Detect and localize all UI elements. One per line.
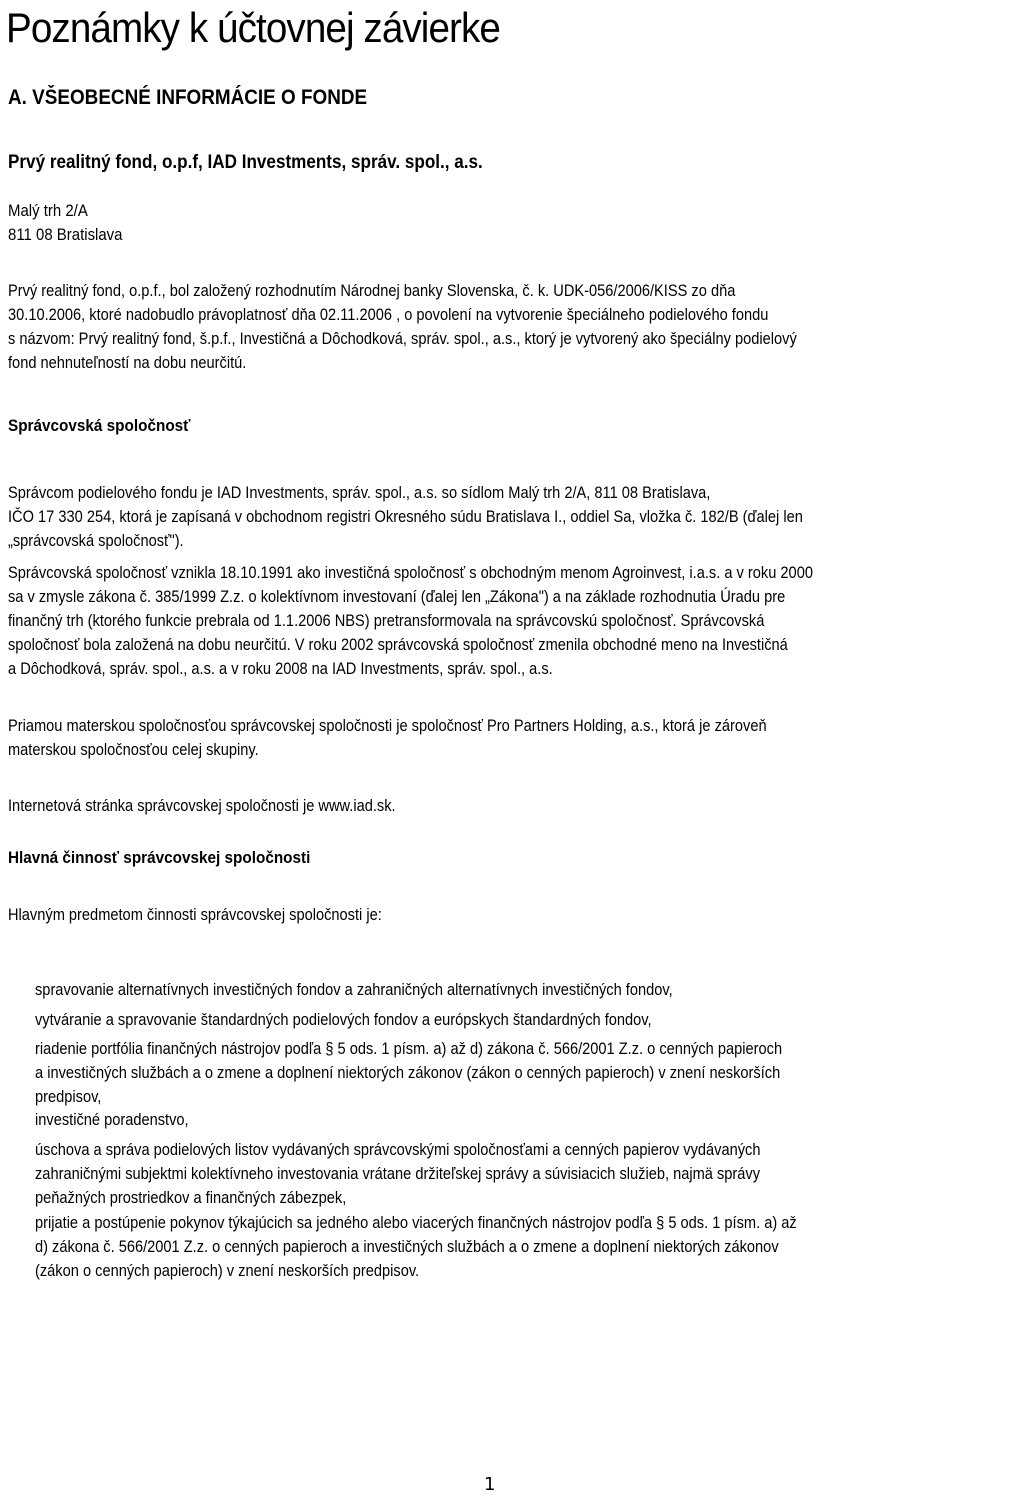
- management-paragraph-2: [8, 561, 1019, 681]
- text-line: Priamou materskou spoločnosťou správcovskej spoločnosti je spoločnosť Pro Partners Holding, a.s., ktorá je zároveň: [8, 716, 767, 735]
- text-line: investičné poradenstvo,: [35, 1110, 189, 1129]
- text-line: (zákon o cenných papieroch) v znení neskorších predpisov.: [35, 1261, 420, 1280]
- text-line: Prvý realitný fond, o.p.f., bol založený rozhodnutím Národnej banky Slovenska, č. k. UDK-056/2006/KISS zo dňa: [8, 281, 736, 300]
- text-line: fond nehnuteľností na dobu neurčitú.: [8, 353, 247, 372]
- text-line: IČO 17 330 254, ktorá je zapísaná v obchodnom registri Okresného súdu Bratislava I., oddiel Sa, vložka č. 182/B (ďalej len: [8, 507, 803, 526]
- text-line: 30.10.2006, ktoré nadobudlo právoplatnosť dňa 02.11.2006 , o povolení na vytvorenie špeciálneho podielového fondu: [8, 305, 769, 324]
- text-line: úschova a správa podielových listov vydávaných správcovskými spoločnosťami a cenných papierov vydávaných: [35, 1140, 761, 1159]
- activity-list-item: [35, 1108, 1020, 1132]
- text-line: zahraničnými subjektmi kolektívneho investovania vrátane držiteľskej správy a súvisiacich služieb, najmä správy: [35, 1164, 761, 1183]
- fund-name: Prvý realitný fond, o.p.f, IAD Investments, správ. spol., a.s.: [8, 152, 483, 173]
- management-paragraph-4: [8, 794, 1019, 818]
- text-line: spoločnosť bola založená na dobu neurčitú. V roku 2002 správcovská spoločnosť zmenila obchodné meno na Investičná: [8, 635, 788, 654]
- activity-list-item: [35, 1037, 1020, 1109]
- text-line: sa v zmysle zákona č. 385/1999 Z.z. o kolektívnom investovaní (ďalej len „Zákona") a na základe rozhodnutia Úradu pre: [8, 587, 786, 606]
- management-company-heading: Správcovská spoločnosť: [8, 416, 191, 435]
- text-line: a Dôchodková, správ. spol., a.s. a v roku 2008 na IAD Investments, správ. spol., a.s.: [8, 659, 553, 678]
- management-paragraph-3: [8, 714, 1019, 762]
- address-city: 811 08 Bratislava: [8, 225, 123, 244]
- text-line: „správcovská spoločnosť").: [8, 531, 184, 550]
- main-activity-intro: [8, 903, 1019, 927]
- text-line: finančný trh (ktorého funkcie prebrala od 1.1.2006 NBS) pretransformovala na správcovskú spoločnosť. Správcovská: [8, 611, 765, 630]
- text-line: a investičných službách a o zmene a doplnení niektorých zákonov (zákon o cenných papieroch) v znení neskorších: [35, 1063, 781, 1082]
- text-line: vytváranie a spravovanie štandardných podielových fondov a európskych štandardných fondov,: [35, 1010, 652, 1029]
- page-number: 1: [484, 1474, 496, 1495]
- activity-list-item: [35, 978, 1020, 1002]
- text-line: Správcovská spoločnosť vznikla 18.10.1991 ako investičná spoločnosť s obchodným menom Agroinvest, i.a.s. a v roku 2000: [8, 563, 813, 582]
- text-line: Hlavným predmetom činnosti správcovskej spoločnosti je:: [8, 905, 382, 924]
- text-line: materskou spoločnosťou celej skupiny.: [8, 740, 259, 759]
- section-heading: A. VŠEOBECNÉ INFORMÁCIE O FONDE: [8, 86, 368, 109]
- page-title: Poznámky k účtovnej závierke: [6, 4, 500, 51]
- activity-list-item: [35, 1008, 1020, 1032]
- main-activity-heading: Hlavná činnosť správcovskej spoločnosti: [8, 848, 311, 867]
- text-line: Internetová stránka správcovskej spoločnosti je www.iad.sk.: [8, 796, 396, 815]
- text-line: peňažných prostriedkov a finančných zábezpek,: [35, 1188, 347, 1207]
- text-line: prijatie a postúpenie pokynov týkajúcich sa jedného alebo viacerých finančných nástrojov podľa § 5 ods. 1 písm. a) až: [35, 1213, 797, 1232]
- text-line: predpisov,: [35, 1087, 102, 1106]
- text-line: d) zákona č. 566/2001 Z.z. o cenných papieroch a investičných službách a o zmene a doplnení niektorých zákonov: [35, 1237, 779, 1256]
- text-line: spravovanie alternatívnych investičných fondov a zahraničných alternatívnych investičných fondov,: [35, 980, 673, 999]
- management-paragraph-1: [8, 481, 1019, 553]
- intro-paragraph: [8, 279, 1019, 375]
- activity-list-item: [35, 1211, 1020, 1283]
- activity-list-item: [35, 1138, 1020, 1210]
- text-line: s názvom: Prvý realitný fond, š.p.f., Investičná a Dôchodková, správ. spol., a.s., ktorý je vytvorený ako špeciálny podielový: [8, 329, 797, 348]
- text-line: Správcom podielového fondu je IAD Investments, správ. spol., a.s. so sídlom Malý trh 2/A, 811 08 Bratislava,: [8, 483, 711, 502]
- text-line: riadenie portfólia finančných nástrojov podľa § 5 ods. 1 písm. a) až d) zákona č. 566/2001 Z.z. o cenných papieroch: [35, 1039, 783, 1058]
- address-street: Malý trh 2/A: [8, 201, 88, 220]
